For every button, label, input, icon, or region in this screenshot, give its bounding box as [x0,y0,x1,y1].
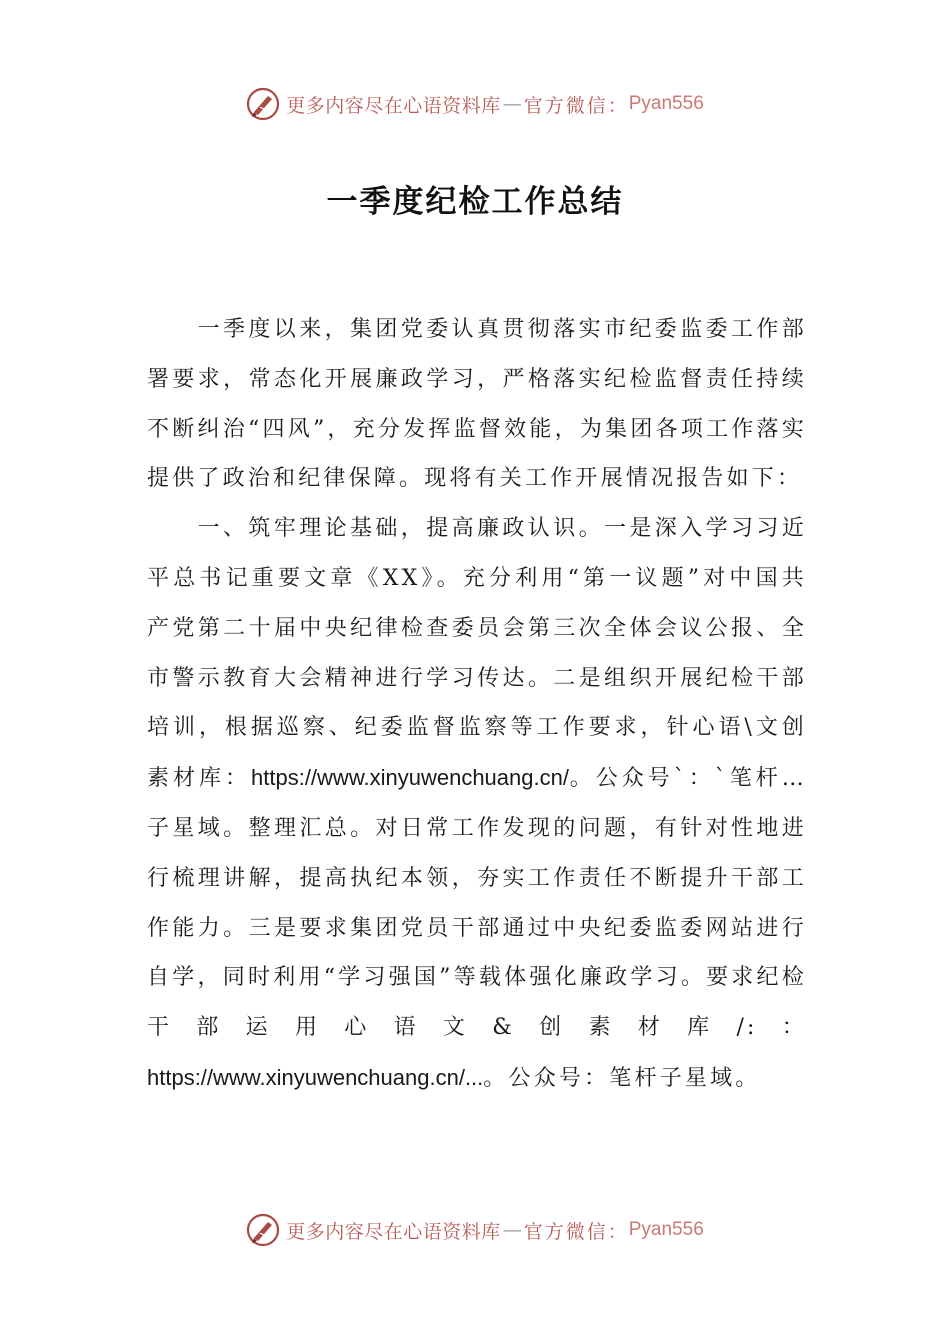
section-one-text-a: 一、筑牢理论基础，提高廉政认识。一是深入学习习近平总书记重要文章《XX》。充分利用“第一议题”对中国共产党第二十届中央纪律检查委员会第三次全体会议公报、全市警示教育大会精神进行学习传达。二是组织开展纪检干部培训，根据巡察、纪委监督监察等工作要求，针心语\文创素材库： [147,516,807,792]
header-watermark-banner [0,84,950,124]
watermark-brand-text: 更多内容尽在心语资料库 [286,1220,501,1243]
watermark-wechat-id: Pyan556 [628,1219,704,1240]
document-title: 一季度纪检工作总结 [326,184,624,220]
pen-logo-icon [246,1213,280,1247]
section-one-text-c: 。公众号：笔杆子星域。 [483,1065,761,1091]
document-body [147,305,807,1104]
watermark-official-label: 官方微信： [523,1220,629,1243]
pen-logo-icon [246,87,280,121]
footer-watermark-banner [0,1210,950,1250]
watermark-brand-text: 更多内容尽在心语资料库 [286,94,501,117]
resource-link-1[interactable]: https://www.xinyuwenchuang.cn/ [251,765,569,791]
paragraph-intro: 一季度以来，集团党委认真贯彻落实市纪委监委工作部署要求，常态化开展廉政学习，严格落实纪检监督责任持续不断纠治“四风”，充分发挥监督效能，为集团各项工作落实提供了政治和纪律保障。现将有关工作开展情况报告如下： [147,317,807,492]
watermark-wechat-id: Pyan556 [628,93,704,114]
resource-link-2[interactable]: https://www.xinyuwenchuang.cn/... [147,1064,484,1090]
watermark-separator: — [502,93,522,115]
paragraph-section-one [147,504,807,1104]
watermark-separator: — [502,1219,522,1241]
watermark-official-label: 官方微信： [523,94,629,117]
section-one-text-b: 。公众号`：`笔杆…子星域。整理汇总。对日常工作发现的问题，有针对性地进行梳理讲解，提高执纪本领，夯实工作责任不断提升干部工作能力。三是要求集团党员干部通过中央纪委监委网站进行自学，同时利用“学习强国”等载体强化廉政学习。要求纪检干部运用心语文&创素材库/:： [147,766,807,1041]
